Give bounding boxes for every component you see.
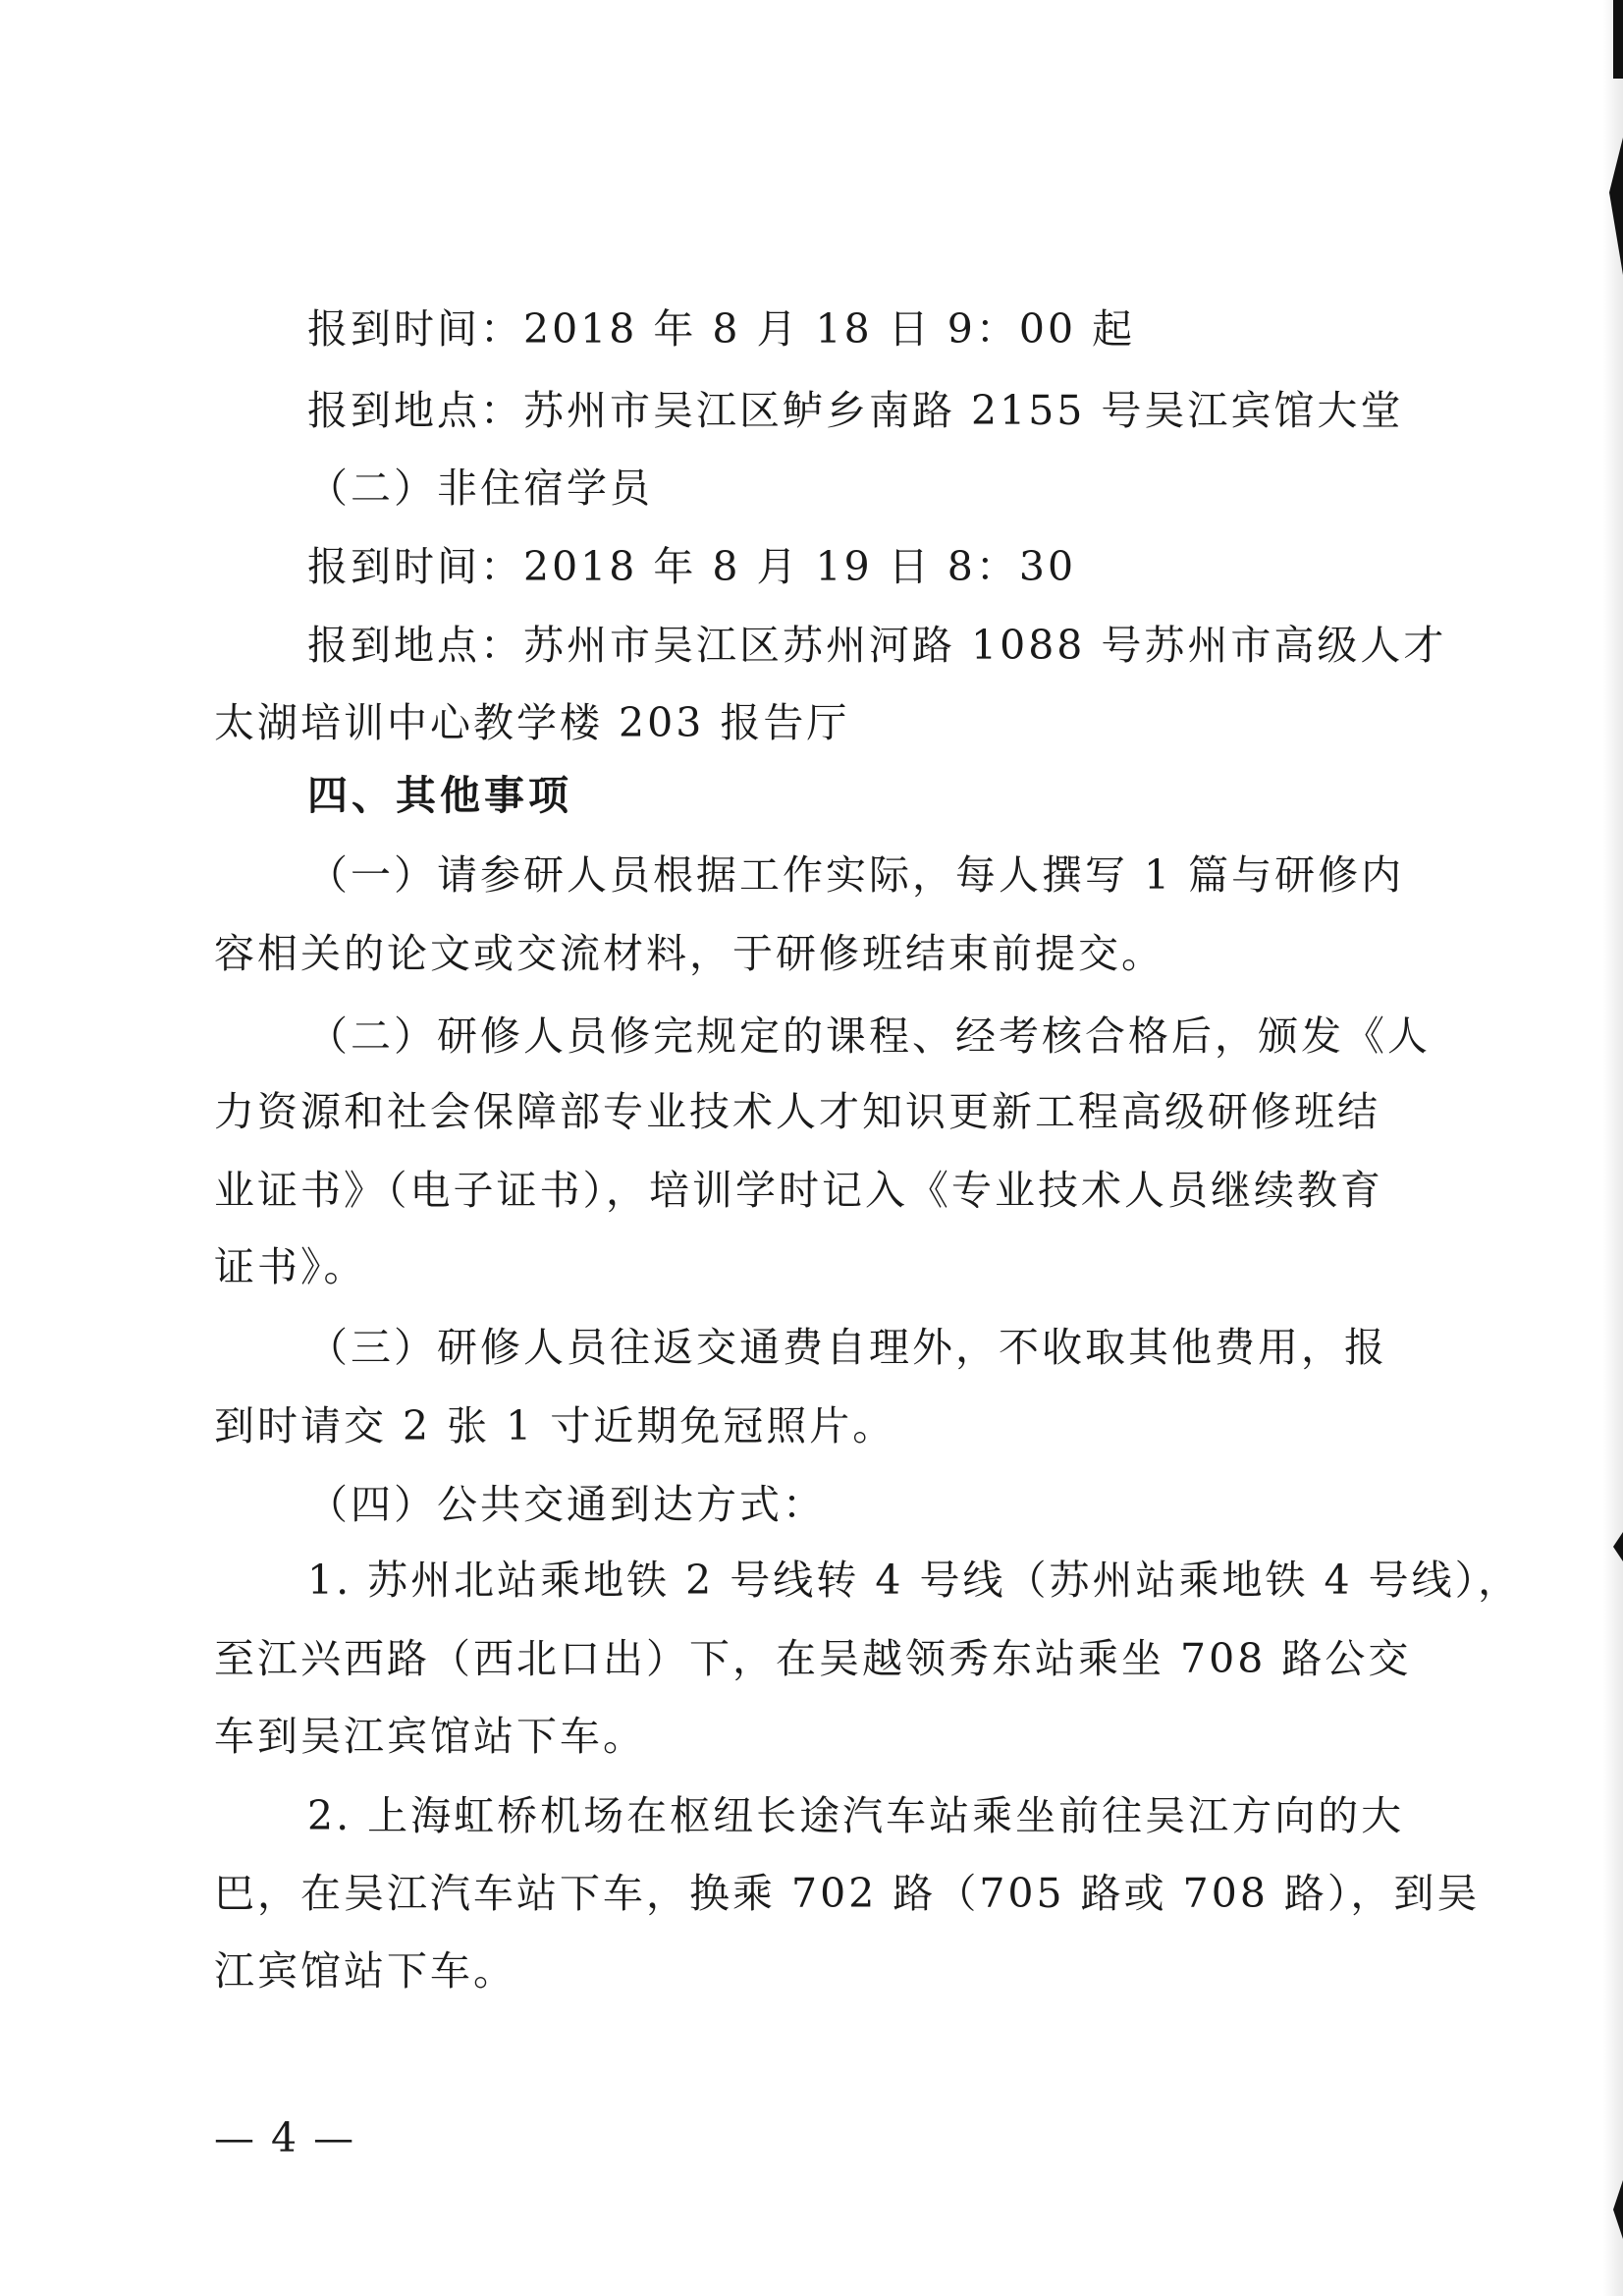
text-line: 至江兴西路（西北口出）下，在吴越领秀东站乘坐 708 路公交 [214,1635,1412,1682]
text-line: 到时请交 2 张 1 寸近期免冠照片。 [214,1402,896,1449]
page-number: — 4 — [214,2114,356,2161]
text-line: 报到时间：2018 年 8 月 19 日 8：30 [307,543,1077,590]
text-line: 报到地点：苏州市吴江区鲈乡南路 2155 号吴江宾馆大堂 [307,387,1404,434]
text-line: （四）公共交通到达方式： [307,1481,826,1528]
text-line: 江宾馆站下车。 [214,1947,516,1995]
text-line: 太湖培训中心教学楼 203 报告厅 [214,699,850,746]
text-line: 1. 苏州北站乘地铁 2 号线转 4 号线（苏州站乘地铁 4 号线）， [307,1557,1522,1604]
text-line: （三）研修人员往返交通费自理外，不收取其他费用，报 [307,1324,1387,1371]
text-line: 报到地点：苏州市吴江区苏州河路 1088 号苏州市高级人才 [307,622,1447,669]
text-line: 容相关的论文或交流材料，于研修班结束前提交。 [214,930,1164,977]
text-line: 巴，在吴江汽车站下车，换乘 702 路（705 路或 708 路），到吴 [214,1870,1481,1917]
text-line: 车到吴江宾馆站下车。 [214,1713,646,1760]
text-line: （二）研修人员修完规定的课程、经考核合格后，颁发《人 [307,1012,1431,1060]
text-line: 2. 上海虹桥机场在枢纽长途汽车站乘坐前往吴江方向的大 [307,1792,1405,1839]
scan-artifact-top [1613,0,1623,79]
text-line: 业证书》（电子证书），培训学时记入《专业技术人员继续教育 [214,1167,1383,1214]
text-line: （一）请参研人员根据工作实际，每人撰写 1 篇与研修内 [307,851,1405,899]
text-line: 证书》。 [214,1243,367,1290]
scan-edge-shadow [1603,0,1623,2296]
text-line: （二）非住宿学员 [307,465,653,512]
text-line: 报到时间：2018 年 8 月 18 日 9：00 起 [307,305,1136,353]
text-line: 力资源和社会保障部专业技术人才知识更新工程高级研修班结 [214,1088,1380,1135]
section-heading: 四、其他事项 [307,772,572,819]
